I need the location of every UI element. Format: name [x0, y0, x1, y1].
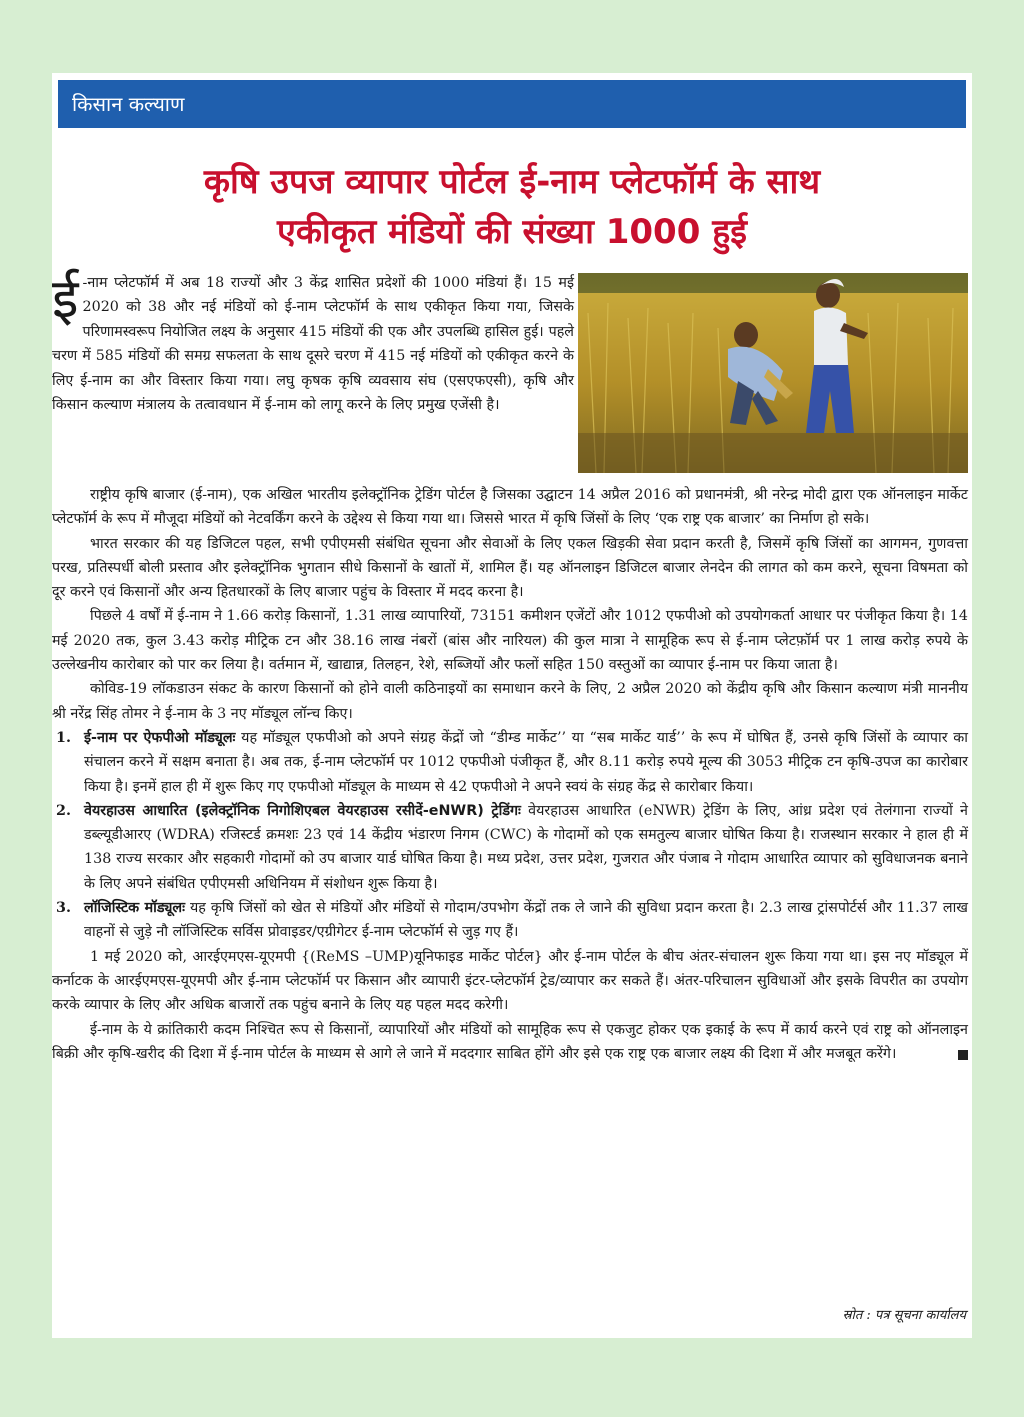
body-paragraph: राष्ट्रीय कृषि बाजार (ई-नाम), एक अखिल भारतीय इलेक्ट्रॉनिक ट्रेडिंग पोर्टल है जिसका उद्घाटन 14 अप्रैल 2016 को प्रधानमंत्री, श्री नरेन्द्र मोदी द्वारा एक ऑनलाइन मार्केट प्लेटफॉर्म के रूप में मौजूदा मंडियों को नेटवर्किंग करने के उद्देश्य से किया गया था। जिससे भारत में कृषि जिंसों के लिए ‘एक राष्ट्र एक बाजार’ का निर्माण हो सके। — [52, 487, 968, 528]
body-paragraph: 1 मई 2020 को, आरईएमएस-यूएमपी {(ReMS –UMP)यूनिफाइड मार्केट पोर्टल} और ई-नाम पोर्टल के बीच अंतर-संचालन शुरू किया गया था। इस नए मॉड्यूल में कर्नाटक के आरईएमएस-यूएमपी और ई-नाम प्लेटफॉर्म पर किसान और व्यापारी इंटर-प्लेटफॉर्म ट्रेड/व्यापार कर सकते हैं। अंतर-परिचालन सुविधाओं और इसके विपरीत का उपयोग करके व्यापार के लिए और अधिक बाजारों तक पहुंच बनाने के लिए यह पहल मदद करेगी। — [52, 948, 968, 1014]
intro-paragraph — [52, 267, 574, 417]
list-text: वेयरहाउस आधारित (eNWR) ट्रेडिंग के लिए, आंध्र प्रदेश एवं तेलंगाना राज्यों ने डब्ल्यूडीआरए (WDRA) रजिस्टर्ड क्रमशः 23 एवं 14 केंद्रीय भंडारण निगम (CWC) के गोदामों को एक समतुल्य बाजार घोषित किया है। राजस्थान सरकार ने हाल ही में 138 राज्य सरकार और सहकारी गोदामों को उप बाजार यार्ड घोषित किया है। मध्य प्रदेश, उत्तर प्रदेश, गुजरात और पंजाब ने गोदाम आधारित व्यापार को सुविधाजनक बनाने के लिए अपने संबंधित एपीएमसी अधिनियम में संशोधन शुरू किया है। — [84, 802, 968, 892]
article-title — [52, 157, 972, 257]
body-paragraph: पिछले 4 वर्षों में ई-नाम ने 1.66 करोड़ किसानों, 1.31 लाख व्यापारियों, 73151 कमीशन एजेंटों और 1012 एफपीओ को उपयोगकर्ता आधार पर पंजीकृत किया है। 14 मई 2020 तक, कुल 3.43 करोड़ मीट्रिक टन और 38.16 लाख नंबरों (बांस और नारियल) की कुल मात्रा ने सामूहिक रूप से ई-नाम प्लेटफ़ॉर्म पर 1 लाख करोड़ रुपये के उल्लेखनीय कारोबार को पार कर लिया है। वर्तमान में, खाद्यान्न, तिलहन, रेशे, सब्जियों और फलों सहित 150 वस्तुओं का व्यापार ई-नाम पर किया जाता है। — [52, 608, 968, 674]
list-text: यह मॉड्यूल एफपीओ को अपने संग्रह केंद्रों जो “डीम्ड मार्केट’’ या “सब मार्केट यार्ड’’ के रूप में घोषित हैं, उनसे कृषि जिंसों के व्यापार का संचालन करने में सक्षम बनाता है। अब तक, ई-नाम प्लेटफॉर्म पर 1012 एफपीओ पंजीकृत हैं, और 8.11 करोड़ रुपये मूल्य की 3053 मीट्रिक टन कृषि-उपज का कारोबार किया है। इनमें हाल ही में शुरू किए गए एफपीओ मॉड्यूल के माध्यम से 42 एफपीओ ने अपने स्वयं के संग्रह केंद्र से कारोबार किया। — [84, 729, 968, 795]
list-number: 3. — [56, 900, 71, 917]
list-number: 1. — [56, 729, 71, 746]
list-heading: ई-नाम पर ऐफपीओ मॉड्यूलः — [84, 729, 236, 746]
farmers-image-icon — [578, 273, 968, 473]
list-heading: लॉजिस्टिक मॉड्यूलः — [84, 900, 185, 917]
article-body — [52, 483, 968, 1066]
list-item-fpo-module — [52, 726, 968, 799]
list-number: 2. — [56, 802, 71, 819]
farmers-harvest-photo — [578, 273, 968, 473]
body-paragraph: कोविड-19 लॉकडाउन संकट के कारण किसानों को होने वाली कठिनाइयों का समाधान करने के लिए, 2 अप्रैल 2020 को केंद्रीय कृषि और किसान कल्याण मंत्री माननीय श्री नरेंद्र सिंह तोमर ने ई-नाम के 3 नए मॉड्यूल लॉन्च किए। — [52, 681, 968, 722]
section-label: किसान कल्याण — [72, 92, 185, 116]
end-mark-icon — [958, 1050, 968, 1060]
closing-text: ई-नाम के ये क्रांतिकारी कदम निश्चित रूप से किसानों, व्यापारियों और मंडियों को सामूहिक रूप से एकजुट होकर एक इकाई के रूप में कार्य करने एवं राष्ट्र को ऑनलाइन बिक्री और कृषि-खरीद की दिशा में ई-नाम पोर्टल के माध्यम से आगे ले जाने में मददगार साबित होंगे और इसे एक राष्ट्र एक बाजार लक्ष्य की दिशा में और मजबूत करेंगे। — [52, 1021, 968, 1062]
body-paragraph — [52, 1018, 968, 1067]
article-page — [52, 73, 972, 1338]
body-paragraph: भारत सरकार की यह डिजिटल पहल, सभी एपीएमसी संबंधित सूचना और सेवाओं के लिए एकल खिड़की सेवा प्रदान करती है, जिसमें कृषि जिंसों का आगमन, गुणवत्ता परख, प्रतिस्पर्धी बोली प्रस्ताव और इलेक्ट्रॉनिक भुगतान सीधे किसानों के खातों में, शामिल हैं। यह ऑनलाइन डिजिटल बाजार लेनदेन की लागत को कम करने, सूचना विषमता को दूर करने एवं किसानों और अन्य हितधारकों के लिए बाजार पहुंच के विस्तार में मदद करना है। — [52, 535, 968, 601]
intro-text: -नाम प्लेटफॉर्म में अब 18 राज्यों और 3 केंद्र शासित प्रदेशों की 1000 मंडियां हैं। 15 मई 2020 को 38 और नई मंडियों को ई-नाम प्लेटफॉर्म के साथ एकीकृत किया गया, जिसके परिणामस्वरूप नियोजित लक्ष्य के अनुसार 415 मंडियों की एक और उपलब्धि हासिल हुई। पहले चरण में 585 मंडियों की समग्र सफलता के साथ दूसरे चरण में 415 नई मंडियों को एकीकृत करने के लिए ई-नाम का और विस्तार किया गया। लघु कृषक कृषि व्यवसाय संघ (एसएफएसी), कृषि और किसान कल्याण मंत्रालय के तत्वावधान में ई-नाम को लागू करने के लिए प्रमुख एजेंसी है। — [52, 275, 574, 414]
list-heading: वेयरहाउस आधारित (इलेक्ट्रॉनिक निगोशिएबल वेयरहाउस रसीदें-eNWR) ट्रेडिंगः — [84, 802, 521, 819]
list-text: यह कृषि जिंसों को खेत से मंडियों और मंडियों से गोदाम/उपभोग केंद्रों तक ले जाने की सुविधा प्रदान करता है। 2.3 लाख ट्रांसपोर्टर्स और 11.37 लाख वाहनों से जुड़े नौ लॉजिस्टिक सर्विस प्रोवाइडर/एग्रीगेटर ई-नाम प्लेटफॉर्म से जुड़ गए हैं। — [84, 900, 969, 941]
list-item-warehouse-trading — [52, 799, 968, 896]
title-line-2: एकीकृत मंडियों की संख्या 1000 हुई — [277, 212, 747, 252]
drop-cap: ई — [52, 267, 79, 330]
title-line-1: कृषि उपज व्यापार पोर्टल ई-नाम प्लेटफॉर्म के साथ — [203, 162, 821, 202]
section-header-band — [58, 80, 966, 128]
list-item-logistics-module — [52, 896, 968, 945]
source-credit: स्रोत : पत्र सूचना कार्यालय — [842, 1308, 966, 1323]
